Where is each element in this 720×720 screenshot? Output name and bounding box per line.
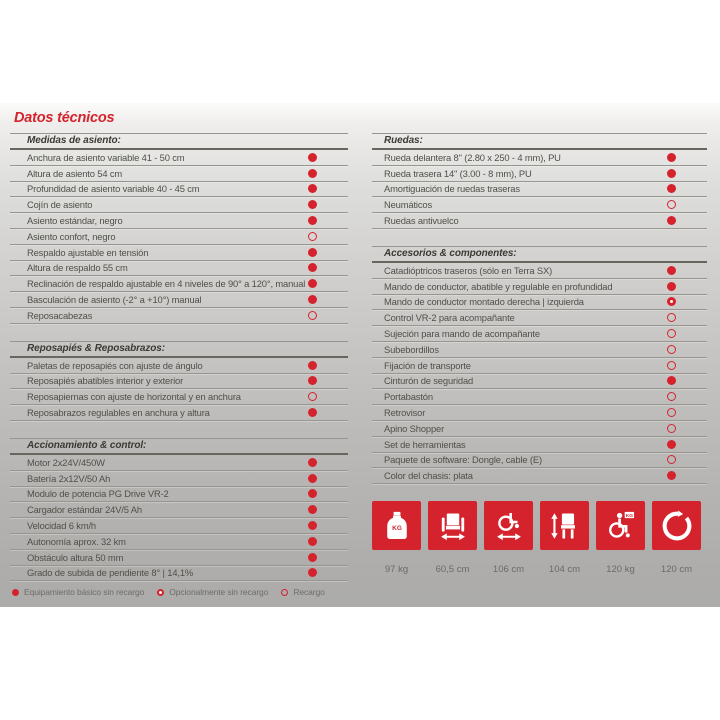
spec-column-left <box>10 133 348 598</box>
spec-row <box>372 468 707 484</box>
technical-data-panel <box>0 103 720 607</box>
spec-row <box>10 534 348 550</box>
availability-marker-basic <box>308 216 317 225</box>
availability-marker-surcharge <box>308 392 317 401</box>
spec-row <box>10 455 348 471</box>
spec-row <box>10 245 348 261</box>
availability-marker-basic <box>667 169 676 178</box>
spec-row <box>372 326 707 342</box>
spec-row <box>10 502 348 518</box>
spec-row <box>372 374 707 390</box>
availability-marker-surcharge <box>667 345 676 354</box>
availability-marker-basic <box>308 376 317 385</box>
dimension-value: 106 cm <box>492 564 525 575</box>
spec-label: Apino Shopper <box>384 422 445 434</box>
spec-row <box>372 358 707 374</box>
availability-marker-basic <box>308 568 317 577</box>
spec-row <box>10 471 348 487</box>
availability-marker-surcharge <box>308 311 317 320</box>
svg-text:KG: KG <box>625 513 633 519</box>
spec-label: Reposabrazos regulables en anchura y altura <box>27 407 210 419</box>
availability-marker-basic <box>308 505 317 514</box>
dimension-value: 104 cm <box>548 564 581 575</box>
spec-row <box>10 197 348 213</box>
spec-row <box>372 182 707 198</box>
spec-label: Rueda delantera 8" (2.80 x 250 - 4 mm), PU <box>384 151 561 163</box>
spec-label: Altura de asiento 54 cm <box>27 167 123 179</box>
availability-marker-basic <box>667 153 676 162</box>
spec-label: Paquete de software: Dongle, cable (E) <box>384 454 542 466</box>
dimension-icon-cell <box>372 501 421 575</box>
legend <box>12 587 325 597</box>
legend-item-basic <box>12 587 144 597</box>
availability-marker-basic <box>308 279 317 288</box>
spec-section <box>372 246 707 484</box>
dimension-value: 60,5 cm <box>435 564 470 575</box>
spec-label: Amortiguación de ruedas traseras <box>384 183 520 195</box>
availability-marker-basic <box>308 200 317 209</box>
spec-label: Respaldo ajustable en tensión <box>27 246 149 258</box>
spec-label: Ruedas antivuelco <box>384 215 459 227</box>
spec-row <box>10 261 348 277</box>
spec-label: Cargador estándar 24V/5 Ah <box>27 504 142 516</box>
dimension-value: 97 kg <box>384 564 409 575</box>
spec-section <box>10 341 348 421</box>
spec-label: Mando de conductor montado derecha | izquierda <box>384 296 584 308</box>
legend-item-optional <box>157 587 268 597</box>
availability-marker-basic <box>308 295 317 304</box>
spec-column-right <box>372 133 707 501</box>
spec-section <box>10 438 348 581</box>
legend-marker-basic <box>12 589 19 596</box>
spec-label: Velocidad 6 km/h <box>27 520 96 532</box>
legend-label: Equipamiento básico sin recargo <box>24 587 145 597</box>
spec-row <box>372 150 707 166</box>
availability-marker-optional <box>667 297 676 306</box>
spec-label: Rueda trasera 14" (3.00 - 8 mm), PU <box>384 167 532 179</box>
spec-label: Paletas de reposapiés con ajuste de ángulo <box>27 359 203 371</box>
legend-marker-surcharge <box>281 589 288 596</box>
availability-marker-basic <box>308 489 317 498</box>
spec-label: Neumáticos <box>384 199 432 211</box>
spec-label: Sujeción para mando de acompañante <box>384 328 540 340</box>
spec-row <box>10 358 348 374</box>
spec-label: Motor 2x24V/450W <box>27 456 105 468</box>
availability-marker-basic <box>667 376 676 385</box>
spec-label: Batería 2x12V/50 Ah <box>27 472 111 484</box>
legend-label: Opcionalmente sin recargo <box>169 587 269 597</box>
availability-marker-basic <box>308 408 317 417</box>
availability-marker-basic <box>667 440 676 449</box>
height-icon <box>540 501 589 550</box>
spec-row <box>372 421 707 437</box>
spec-row <box>10 182 348 198</box>
spec-row <box>10 213 348 229</box>
spec-label: Subebordillos <box>384 343 439 355</box>
spec-row <box>372 310 707 326</box>
availability-marker-surcharge <box>667 392 676 401</box>
spec-row <box>372 437 707 453</box>
spec-label: Retrovisor <box>384 407 426 419</box>
availability-marker-basic <box>308 263 317 272</box>
spec-row <box>10 150 348 166</box>
spec-row <box>10 550 348 566</box>
dimension-icon-cell <box>652 501 701 575</box>
availability-marker-surcharge <box>308 232 317 241</box>
spec-row <box>10 276 348 292</box>
availability-marker-basic <box>667 282 676 291</box>
section-header: Medidas de asiento: <box>10 133 348 150</box>
spec-row <box>10 166 348 182</box>
availability-marker-basic <box>308 553 317 562</box>
spec-row <box>372 295 707 311</box>
availability-marker-basic <box>308 169 317 178</box>
page-title: Datos técnicos <box>14 110 115 126</box>
spec-label: Portabastón <box>384 391 433 403</box>
spec-label: Reposacabezas <box>27 309 93 321</box>
availability-marker-surcharge <box>667 313 676 322</box>
spec-label: Autonomía aprox. 32 km <box>27 535 126 547</box>
spec-label: Control VR-2 para acompañante <box>384 312 515 324</box>
spec-label: Reposapiés abatibles interior y exterior <box>27 375 184 387</box>
spec-row <box>10 374 348 390</box>
spec-row <box>372 389 707 405</box>
legend-label: Recargo <box>293 587 325 597</box>
dimension-icon-cell <box>596 501 645 575</box>
spec-row <box>10 389 348 405</box>
spec-row <box>10 518 348 534</box>
max-user-weight-icon <box>596 501 645 550</box>
seat-width-icon <box>428 501 477 550</box>
spec-row <box>372 279 707 295</box>
availability-marker-basic <box>308 184 317 193</box>
availability-marker-basic <box>308 521 317 530</box>
availability-marker-basic <box>308 458 317 467</box>
spec-label: Altura de respaldo 55 cm <box>27 262 128 274</box>
spec-label: Set de herramientas <box>384 438 466 450</box>
availability-marker-basic <box>308 537 317 546</box>
spec-label: Asiento estándar, negro <box>27 215 123 227</box>
dimension-icons-row <box>372 501 707 575</box>
spec-label: Reclinación de respaldo ajustable en 4 niveles de 90° a 120°, manual <box>27 278 306 290</box>
dimension-icon-cell <box>540 501 589 575</box>
dimension-value: 120 cm <box>660 564 693 575</box>
spec-label: Anchura de asiento variable 41 - 50 cm <box>27 151 185 163</box>
spec-row <box>10 405 348 421</box>
spec-label: Catadióptricos traseros (sólo en Terra SX) <box>384 264 553 276</box>
spec-label: Reposapiernas con ajuste de horizontal y en anchura <box>27 391 241 403</box>
spec-label: Cojín de asiento <box>27 199 93 211</box>
svg-text:KG: KG <box>391 524 402 532</box>
spec-row <box>372 166 707 182</box>
availability-marker-basic <box>667 216 676 225</box>
spec-label: Basculación de asiento (-2° a +10°) manual <box>27 294 202 306</box>
spec-label: Grado de subida de pendiente 8° | 14,1% <box>27 567 194 579</box>
spec-row <box>372 405 707 421</box>
section-header: Ruedas: <box>372 133 707 150</box>
spec-label: Cinturón de seguridad <box>384 375 474 387</box>
spec-row <box>10 566 348 582</box>
spec-section <box>10 133 348 324</box>
section-header: Reposapiés & Reposabrazos: <box>10 341 348 358</box>
spec-label: Mando de conductor, abatible y regulable en profundidad <box>384 280 613 292</box>
spec-row <box>372 453 707 469</box>
spec-row <box>372 342 707 358</box>
spec-row <box>10 487 348 503</box>
dimension-icon-cell <box>428 501 477 575</box>
spec-label: Color del chasis: plata <box>384 470 473 482</box>
length-icon <box>484 501 533 550</box>
availability-marker-surcharge <box>667 424 676 433</box>
availability-marker-basic <box>308 153 317 162</box>
availability-marker-basic <box>667 184 676 193</box>
availability-marker-basic <box>667 266 676 275</box>
turning-circle-icon <box>652 501 701 550</box>
spec-row <box>10 292 348 308</box>
availability-marker-surcharge <box>667 408 676 417</box>
spec-section <box>372 133 707 229</box>
spec-label: Fijación de transporte <box>384 359 471 371</box>
availability-marker-basic <box>308 474 317 483</box>
availability-marker-surcharge <box>667 200 676 209</box>
spec-label: Asiento confort, negro <box>27 230 116 242</box>
spec-row <box>372 263 707 279</box>
availability-marker-surcharge <box>667 455 676 464</box>
dimension-value: 120 kg <box>606 564 635 575</box>
spec-label: Profundidad de asiento variable 40 - 45 cm <box>27 183 200 195</box>
availability-marker-basic <box>308 248 317 257</box>
spec-label: Obstáculo altura 50 mm <box>27 551 124 563</box>
spec-row <box>10 229 348 245</box>
legend-marker-optional <box>157 589 164 596</box>
spec-row <box>372 197 707 213</box>
legend-item-surcharge <box>281 587 324 597</box>
spec-label: Modulo de potencia PG Drive VR-2 <box>27 488 169 500</box>
availability-marker-surcharge <box>667 329 676 338</box>
availability-marker-basic <box>667 471 676 480</box>
spec-row <box>372 213 707 229</box>
dimension-icon-cell <box>484 501 533 575</box>
section-header: Accionamiento & control: <box>10 438 348 455</box>
spec-row <box>10 308 348 324</box>
section-header: Accesorios & componentes: <box>372 246 707 263</box>
availability-marker-basic <box>308 361 317 370</box>
weight-icon <box>372 501 421 550</box>
availability-marker-surcharge <box>667 361 676 370</box>
